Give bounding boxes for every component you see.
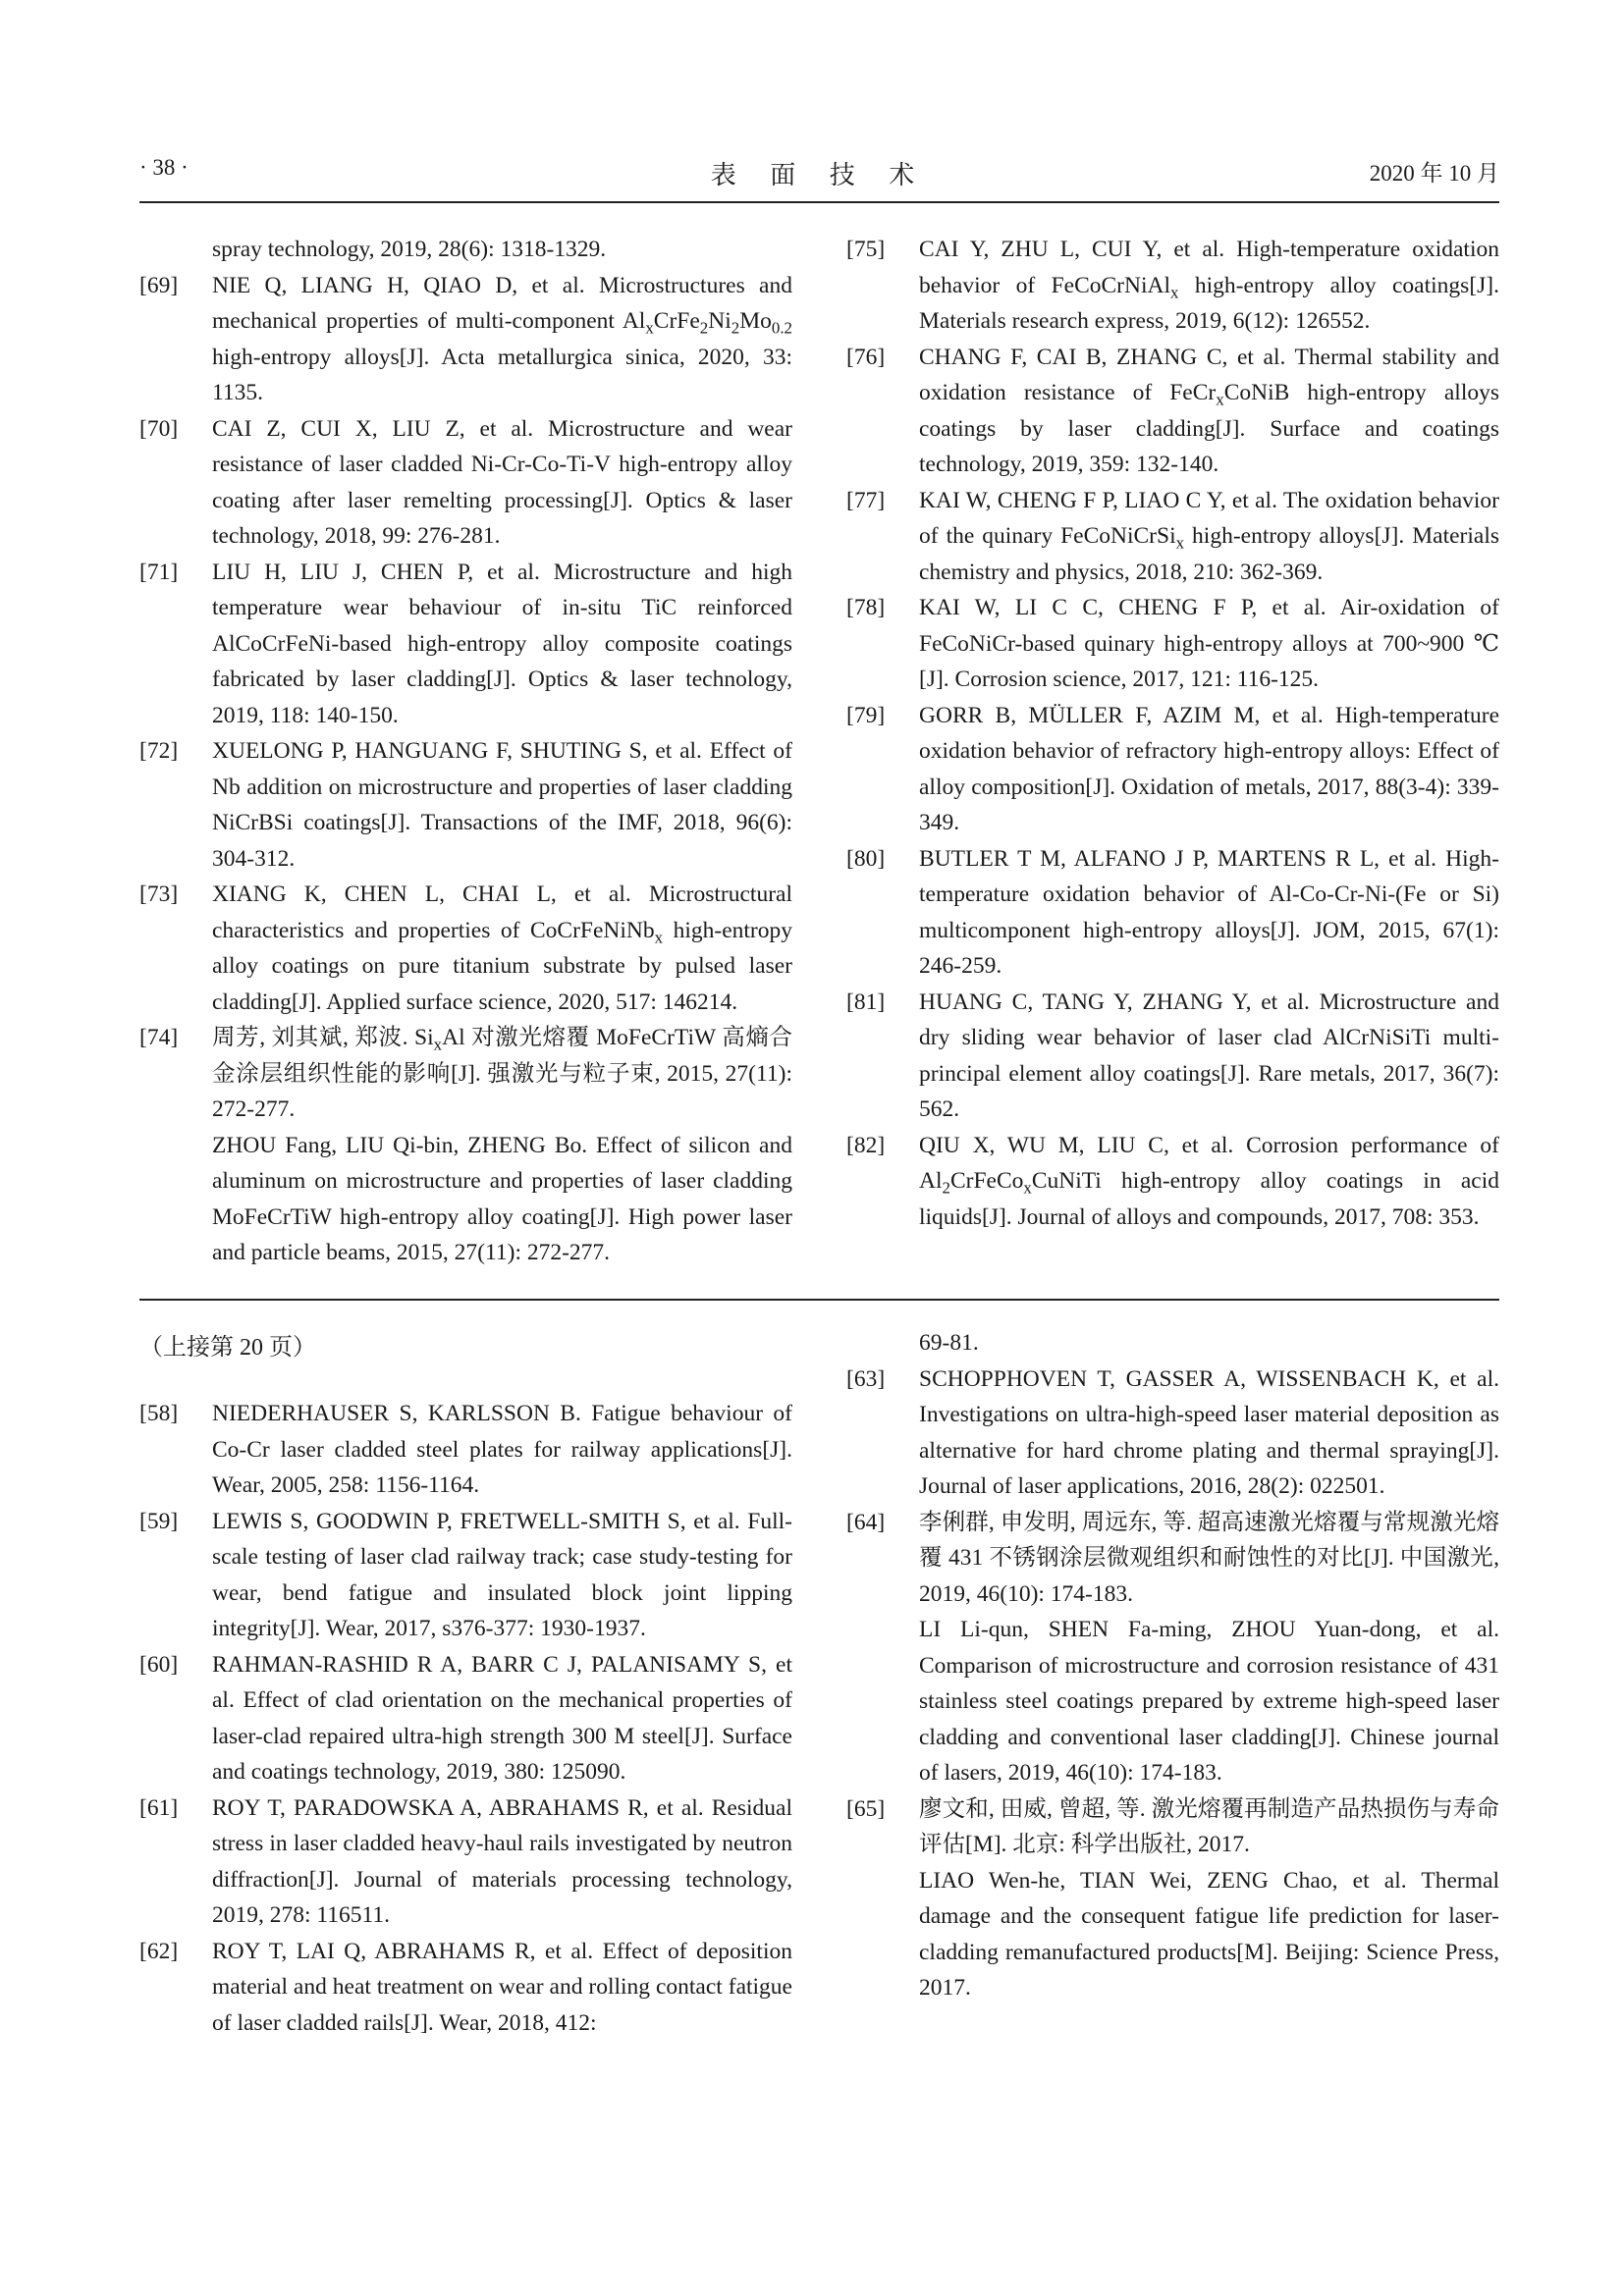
continued-from-note: （上接第 20 页）	[139, 1335, 316, 1361]
reference-item	[139, 268, 792, 411]
references-bottom-right	[846, 1325, 1499, 2006]
reference-number: [75]	[846, 237, 886, 262]
reference-text: 周芳, 刘其斌, 郑波. $Si_xAl$ 对激光熔覆 MoFeCrTiW 高熵合金涂层组织性能的影响[J]. 强激光与粒子束, 2015, 27(11): 272-277. ZHOU Fang, LIU Qi-bin, ZHENG Bo. Effect of silicon and aluminum on microstructure and properties of laser cladding MoFeCrTiW high-entropy alloy coating[J]. High power laser and particle beams, 2015, 27(11): 272-277.	[212, 1025, 792, 1265]
reference-number: [70]	[139, 415, 179, 442]
reference-text: SCHOPPHOVEN T, GASSER A, WISSENBACH K, et al. Investigations on ultra-high-speed laser material deposition as alternative for hard chrome plating and thermal spraying[J]. Journal of laser applications, 2016, 28(2): 022501.	[919, 1365, 1499, 1499]
reference-item	[846, 1128, 1499, 1236]
reference-item	[846, 1791, 1499, 2006]
reference-number: [71]	[139, 559, 179, 585]
reference-item	[846, 1505, 1499, 1791]
reference-text: BUTLER T M, ALFANO J P, MARTENS R L, et al. High-temperature oxidation behavior of Al-Co-Cr-Ni-(Fe or Si) multicomponent high-entropy alloys[J]. JOM, 2015, 67(1): 246-259.	[919, 845, 1499, 979]
reference-text: CAI Z, CUI X, LIU Z, et al. Microstructure and wear resistance of laser cladded Ni-Cr-Co-Ti-V high-entropy alloy coating after laser remelting processing[J]. Optics & laser technology, 2018, 99: 276-281.	[212, 415, 792, 549]
references-bottom-left	[139, 1396, 792, 2041]
reference-item	[139, 1020, 792, 1271]
reference-text: ROY T, PARADOWSKA A, ABRAHAMS R, et al. Residual stress in laser cladded heavy-haul rails investigated by neutron diffraction[J]. Journal of materials processing technology, 2019, 278: 116511.	[212, 1794, 792, 1928]
reference-number: [60]	[139, 1651, 179, 1678]
references-top-right	[846, 232, 1499, 1235]
reference-number: [65]	[846, 1795, 886, 1822]
page-number: · 38 ·	[139, 155, 189, 180]
reference-text: LEWIS S, GOODWIN P, FRETWELL-SMITH S, et al. Full-scale testing of laser clad railway track; case study-testing for wear, bend fatigue and insulated block joint lipping integrity[J]. Wear, 2017, s376-377: 1930-1937.	[212, 1508, 792, 1641]
reference-number: [77]	[846, 487, 886, 513]
reference-item	[139, 877, 792, 1020]
reference-number: [74]	[139, 1025, 179, 1050]
reference-text: CAI Y, ZHU L, CUI Y, et al. High-temperature oxidation behavior of FeCoCrNiAl$_x$ high-entropy alloy coatings[J]. Materials research express, 2019, 6(12): 126552.	[919, 237, 1499, 334]
reference-item	[139, 1790, 792, 1934]
page-header	[139, 155, 1499, 196]
reference-number: [58]	[139, 1401, 179, 1426]
reference-item	[846, 232, 1499, 340]
reference-item	[846, 590, 1499, 698]
reference-number: [69]	[139, 272, 179, 298]
reference-number: [81]	[846, 988, 886, 1015]
reference-number: [72]	[139, 738, 179, 764]
reference-text: ROY T, LAI Q, ABRAHAMS R, et al. Effect of deposition material and heat treatment on wear and rolling contact fatigue of laser cladded rails[J]. Wear, 2018, 412:	[212, 1938, 792, 2036]
reference-number: [61]	[139, 1794, 179, 1821]
reference-continuation: spray technology, 2019, 28(6): 1318-1329.	[212, 237, 607, 262]
reference-english: LIAO Wen-he, TIAN Wei, ZENG Chao, et al. Thermal damage and the consequent fatigue life prediction for laser-cladding remanufactured products[M]. Beijing: Science Press, 2017.	[919, 1867, 1499, 2001]
reference-number: [63]	[846, 1365, 886, 1392]
issue-date: 2020 年 10 月	[1369, 161, 1499, 186]
reference-english: ZHOU Fang, LIU Qi-bin, ZHENG Bo. Effect of silicon and aluminum on microstructure and properties of laser cladding MoFeCrTiW high-entropy alloy coating[J]. High power laser and particle beams, 2015, 27(11): 272-277.	[212, 1132, 792, 1265]
reference-text: LIU H, LIU J, CHEN P, et al. Microstructure and high temperature wear behaviour of in-situ TiC reinforced AlCoCrFeNi-based high-entropy alloy composite coatings fabricated by laser cladding[J]. Optics & laser technology, 2019, 118: 140-150.	[212, 559, 792, 728]
reference-text: KAI W, CHENG F P, LIAO C Y, et al. The oxidation behavior of the quinary FeCoNiCrSi$_x$ high-entropy alloys[J]. Materials chemistry and physics, 2018, 210: 362-369.	[919, 487, 1499, 585]
journal-title: 表 面 技 术	[710, 161, 929, 189]
reference-item	[139, 733, 792, 877]
reference-number: [73]	[139, 881, 179, 907]
reference-number: [80]	[846, 845, 886, 872]
reference-number: [78]	[846, 595, 886, 620]
references-top-left	[139, 232, 792, 1271]
reference-item	[139, 1934, 792, 2042]
reference-item	[139, 555, 792, 734]
reference-english: LI Li-qun, SHEN Fa-ming, ZHOU Yuan-dong, et al. Comparison of microstructure and corrosion resistance of 431 stainless steel coatings prepared by extreme high-speed laser cladding and conventional laser cladding[J]. Chinese journal of lasers, 2019, 46(10): 174-183.	[919, 1617, 1499, 1786]
reference-number: [79]	[846, 702, 886, 728]
reference-text: XUELONG P, HANGUANG F, SHUTING S, et al. Effect of Nb addition on microstructure and properties of laser cladding NiCrBSi coatings[J]. Transactions of the IMF, 2018, 96(6): 304-312.	[212, 738, 792, 872]
reference-text: XIANG K, CHEN L, CHAI L, et al. Microstructural characteristics and properties of CoCrFeNiNb$_x$ high-entropy alloy coatings on pure titanium substrate by pulsed laser cladding[J]. Applied surface science, 2020, 517: 146214.	[212, 881, 792, 1015]
reference-text: KAI W, LI C C, CHENG F P, et al. Air-oxidation of FeCoNiCr-based quinary high-entropy alloys at 700~900 ℃[J]. Corrosion science, 2017, 121: 116-125.	[919, 595, 1499, 692]
reference-text: QIU X, WU M, LIU C, et al. Corrosion performance of $Al_2CrFeCo_xCuNiTi$ high-entropy alloy coatings in acid liquids[J]. Journal of alloys and compounds, 2017, 708: 353.	[919, 1132, 1499, 1230]
reference-text: NIEDERHAUSER S, KARLSSON B. Fatigue behaviour of Co-Cr laser cladded steel plates for railway applications[J]. Wear, 2005, 258: 1156-1164.	[212, 1401, 792, 1498]
reference-item	[846, 985, 1499, 1128]
reference-number: [64]	[846, 1509, 886, 1535]
reference-item	[846, 841, 1499, 985]
reference-number: [82]	[846, 1132, 886, 1158]
reference-item	[139, 411, 792, 555]
reference-number: [62]	[139, 1938, 179, 1964]
reference-continuation: 69-81.	[919, 1330, 979, 1356]
section-divider	[139, 1299, 1499, 1301]
header-rule	[139, 201, 1499, 203]
reference-number: [76]	[846, 344, 886, 370]
reference-item	[139, 1396, 792, 1504]
reference-item	[846, 698, 1499, 841]
reference-item	[139, 1504, 792, 1647]
reference-item	[846, 483, 1499, 591]
reference-text: CHANG F, CAI B, ZHANG C, et al. Thermal stability and oxidation resistance of FeCr$_x$CoNiB high-entropy alloys coatings by laser cladding[J]. Surface and coatings technology, 2019, 359: 132-140.	[919, 344, 1499, 477]
reference-number: [59]	[139, 1508, 179, 1534]
reference-text: 李俐群, 申发明, 周远东, 等. 超高速激光熔覆与常规激光熔覆 431 不锈钢涂层微观组织和耐蚀性的对比[J]. 中国激光, 2019, 46(10): 174-183. LI Li-qun, SHEN Fa-ming, ZHOU Yuan-dong, et al. Comparison of microstructure and corrosion resistance of 431 stainless steel coatings prepared by extreme high-speed laser cladding and conventional laser cladding[J]. Chinese journal of lasers, 2019, 46(10): 174-183.	[919, 1509, 1499, 1786]
reference-text: RAHMAN-RASHID R A, BARR C J, PALANISAMY S, et al. Effect of clad orientation on the mechanical properties of laser-clad repaired ultra-high strength 300 M steel[J]. Surface and coatings technology, 2019, 380: 125090.	[212, 1651, 792, 1785]
reference-text: NIE Q, LIANG H, QIAO D, et al. Microstructures and mechanical properties of multi-component $Al_xCrFe_2Ni_2Mo_{0.2}$ high-entropy alloys[J]. Acta metallurgica sinica, 2020, 33: 1135.	[212, 272, 792, 405]
reference-item	[846, 340, 1499, 483]
reference-item	[846, 1362, 1499, 1505]
reference-item	[139, 1647, 792, 1790]
reference-text: 廖文和, 田威, 曾超, 等. 激光熔覆再制造产品热损伤与寿命评估[M]. 北京: 科学出版社, 2017. LIAO Wen-he, TIAN Wei, ZENG Chao, et al. Thermal damage and the consequent fatigue life prediction for laser-cladding remanufactured products[M]. Beijing: Science Press, 2017.	[919, 1795, 1499, 2001]
reference-text: GORR B, MÜLLER F, AZIM M, et al. High-temperature oxidation behavior of refractory high-entropy alloys: Effect of alloy composition[J]. Oxidation of metals, 2017, 88(3-4): 339-349.	[919, 702, 1499, 835]
reference-text: HUANG C, TANG Y, ZHANG Y, et al. Microstructure and dry sliding wear behavior of laser clad AlCrNiSiTi multi-principal element alloy coatings[J]. Rare metals, 2017, 36(7): 562.	[919, 988, 1499, 1122]
